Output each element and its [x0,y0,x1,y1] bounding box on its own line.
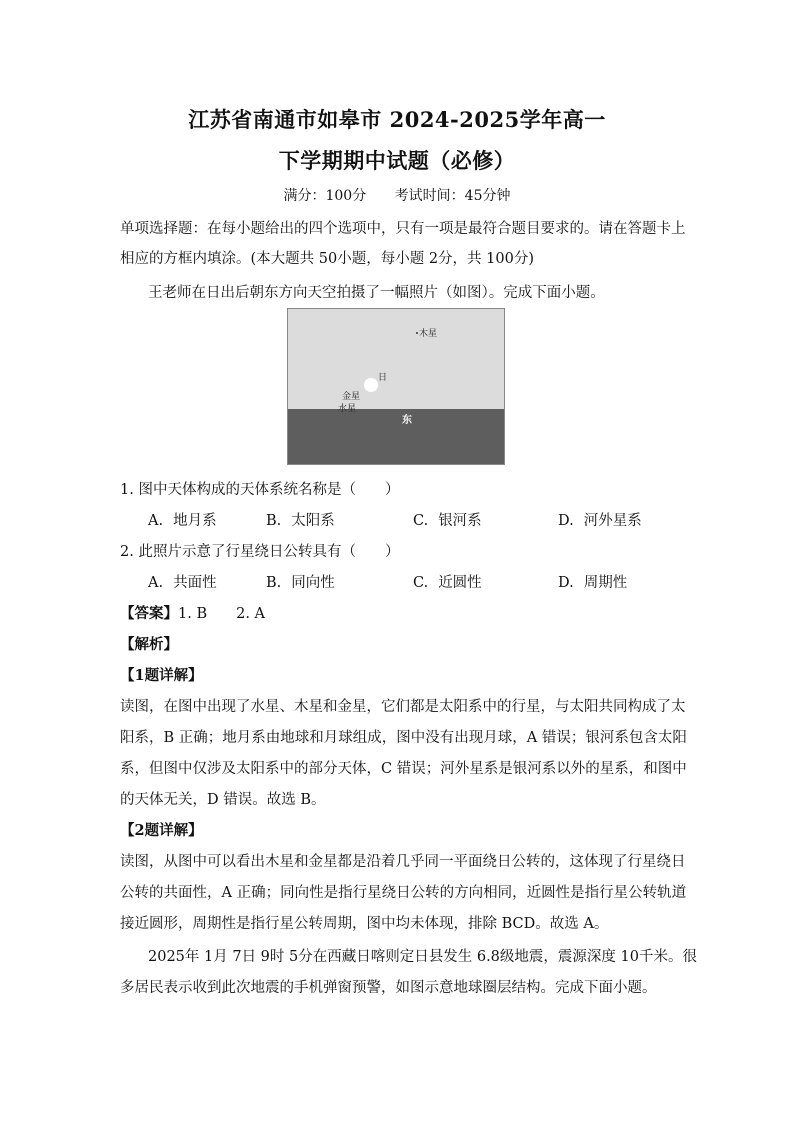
option-text: 同向性 [291,575,335,591]
q1-option-a [148,509,217,530]
east-label: 东 [402,415,412,426]
option-text: 太阳系 [291,513,335,529]
q1-option-d [558,509,642,530]
instructions-line-2: 相应的方框内填涂。(本大题共 50小题，每小题 2分，共 100分) [120,251,534,267]
exam-meta [0,185,794,205]
option-letter: B. [266,575,282,591]
option-letter: C. [413,575,429,591]
option-text: 河外星系 [583,513,642,529]
q2-option-b [266,571,335,592]
sun-label: 日 [378,373,388,383]
detail-2-line-2: 公转的共面性，A 正确；同向性是指行星绕日公转的方向相同，近圆性是指行星公转轨道 [120,885,687,901]
question-stem-2-line-1: 2025年 1月 7日 9时 5分在西藏日喀则定日县发生 6.8级地震，震源深度 10千米。很 [148,949,697,965]
option-letter: B. [266,513,282,529]
analysis-label: 【解析】 [120,636,178,653]
option-letter: D. [558,575,574,591]
q2-option-a [148,571,217,592]
exam-time: 考试时间：45分钟 [394,188,511,204]
jupiter-label: 木星 [419,329,438,339]
full-score: 满分：100分 [283,188,367,204]
sky-photo-figure [287,308,505,465]
instructions-line-1: 单项选择题：在每小题给出的四个选项中，只有一项是最符合题目要求的。请在答题卡上 [120,221,686,237]
option-text: 近圆性 [438,575,482,591]
option-text: 地月系 [173,513,217,529]
title-line-1: 江苏省南通市如皋市 2024-2025学年高一 [188,107,606,132]
detail-2-line-3: 接近圆形，周期性是指行星公转周期，图中均未体现，排除 BCD。故选 A。 [120,916,609,932]
answer-label: 【答案】 [120,605,178,622]
sky-area [288,309,504,409]
detail-1-line-1: 读图，在图中出现了水星、木星和金星，它们都是太阳系中的行星，与太阳共同构成了太 [120,699,686,715]
q1-option-b [266,509,335,530]
question-2-text: 2. 此照片示意了行星绕日公转具有（ ） [120,544,400,560]
detail-1-label: 【1题详解】 [120,667,203,684]
q2-option-d [558,571,627,592]
option-letter: A. [148,513,164,529]
mercury-label: 水星 [338,404,357,414]
question-stem-1: 王老师在日出后朝东方向天空拍摄了一幅照片（如图）。完成下面小题。 [148,285,605,301]
answer-line [120,602,680,623]
venus-label: 金星 [342,392,361,402]
detail-1-line-2: 阳系，B 正确；地月系由地球和月球组成，图中没有出现月球，A 错误；银河系包含太阳 [120,730,687,746]
detail-1-line-4: 的天体无关，D 错误。故选 B。 [120,792,326,808]
option-letter: C. [413,513,429,529]
answer-values: 1. B 2. A [178,606,266,622]
detail-2-line-1: 读图，从图中可以看出木星和金星都是沿着几乎同一平面绕日公转的，这体现了行星绕日 [120,854,686,870]
q1-option-c [413,509,482,530]
option-text: 周期性 [583,575,628,591]
ground-area [288,409,504,464]
title-line-2: 下学期期中试题（必修） [278,148,516,173]
detail-1-line-3: 系，但图中仅涉及太阳系中的部分天体，C 错误；河外星系是银河系以外的星系，和图中 [120,761,687,777]
q2-option-c [413,571,482,592]
question-1-text: 1. 图中天体构成的天体系统名称是（ ） [120,482,400,498]
jupiter-dot [416,332,418,334]
option-letter: D. [558,513,574,529]
question-stem-2-line-2: 多居民表示收到此次地震的手机弹窗预警，如图示意地球圈层结构。完成下面小题。 [120,980,657,996]
option-letter: A. [148,575,164,591]
detail-2-label: 【2题详解】 [120,822,203,839]
option-text: 共面性 [173,575,217,591]
sun-disc [364,378,378,392]
option-text: 银河系 [438,513,482,529]
